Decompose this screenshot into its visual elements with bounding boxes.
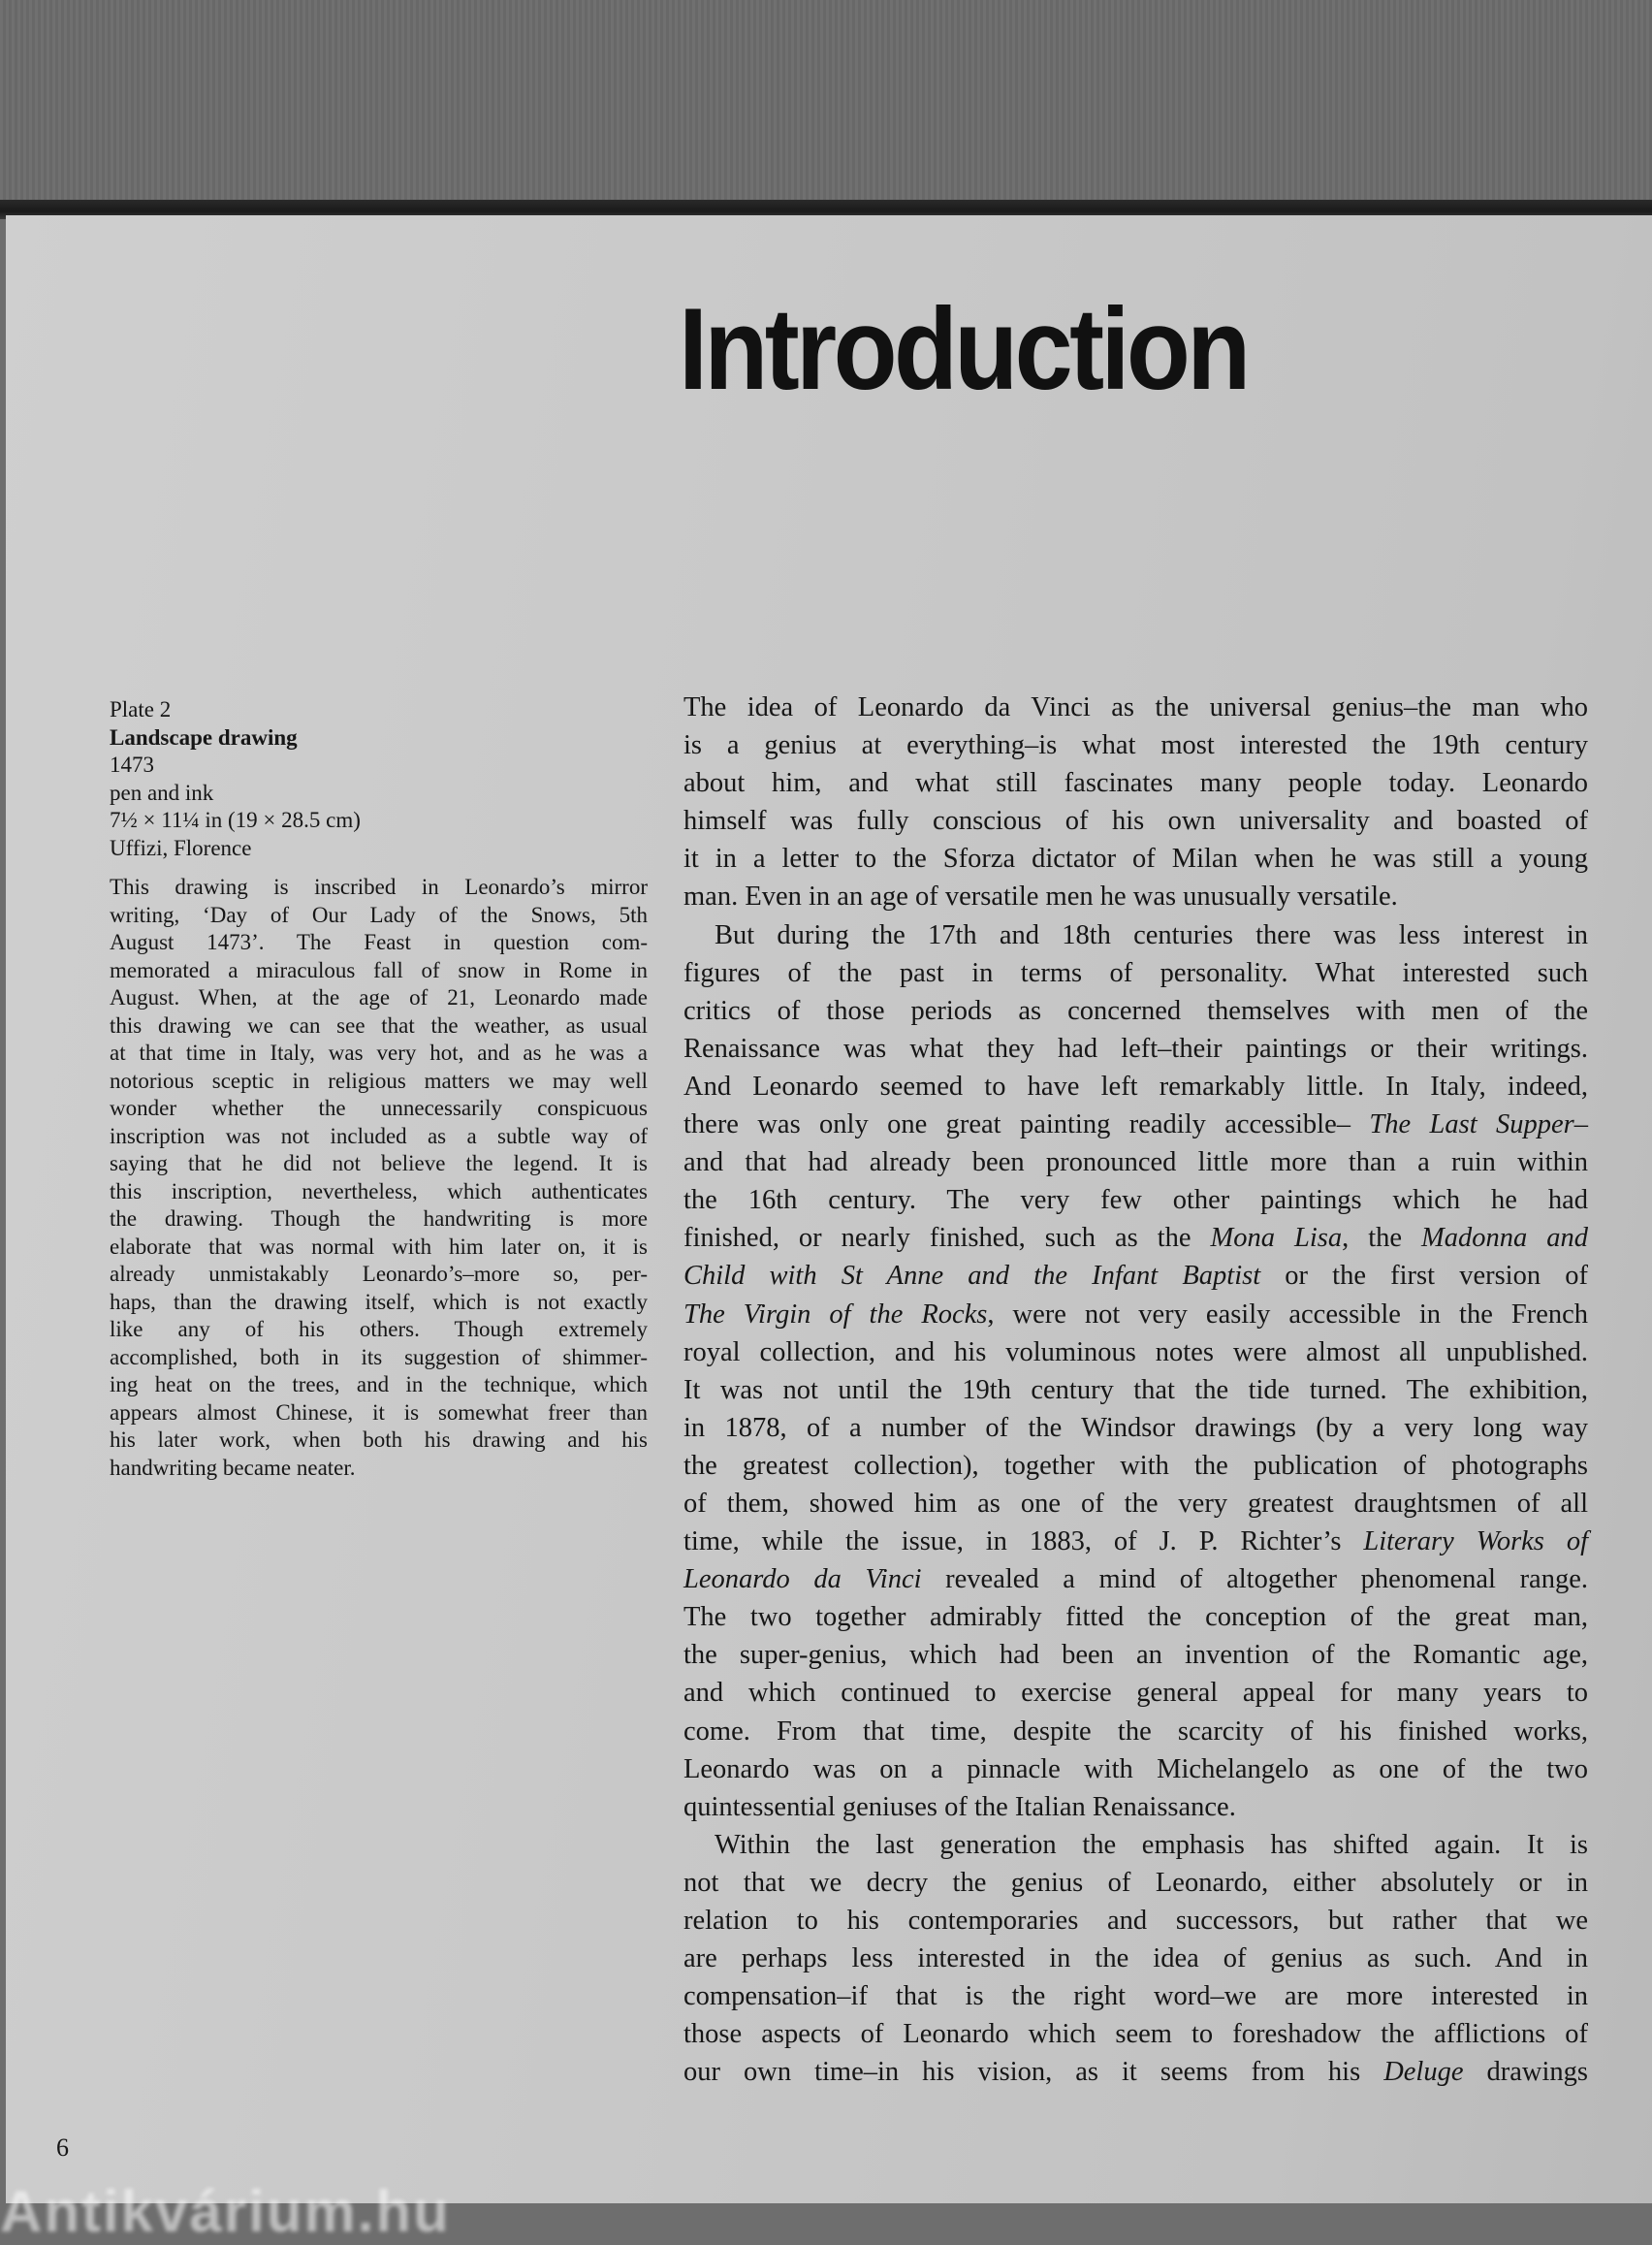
caption-line: his later work, when both his drawing and his: [110, 1427, 648, 1452]
text-segment: there was only one great painting readily accessible–: [683, 1109, 1370, 1140]
text-segment: those aspects of Leonardo which seem to foreshadow the afflictions of: [683, 2019, 1588, 2050]
italic-title: Child with St Anne and the Infant Baptist: [683, 1261, 1261, 1292]
caption-line: saying that he did not believe the legend. It is: [110, 1151, 648, 1175]
text-line: [683, 1333, 1588, 1371]
text-segment: in 1878, of a number of the Windsor drawings (by a very long way: [683, 1412, 1588, 1443]
artwork-medium: pen and ink: [110, 780, 214, 805]
text-segment: himself was fully conscious of his own universality and boasted of: [683, 806, 1588, 837]
text-line: [683, 1409, 1588, 1447]
introduction-body-text: [683, 689, 1588, 2091]
text-segment: it in a letter to the Sforza dictator of Milan when he was still a young: [683, 844, 1588, 875]
text-line: [683, 1219, 1588, 1257]
text-segment: quintessential geniuses of the Italian Renaissance.: [683, 1791, 1236, 1822]
text-segment: royal collection, and his voluminous notes were almost all unpublished.: [683, 1336, 1588, 1367]
text-segment: and which continued to exercise general appeal for many years to: [683, 1678, 1588, 1709]
text-segment: –: [1573, 1109, 1588, 1140]
text-segment: compensation–if that is the right word–we are more interested in: [683, 1981, 1588, 2012]
paragraph: [683, 1826, 1588, 2092]
text-segment: is a genius at everything–is what most interested the 19th century: [683, 730, 1588, 761]
text-segment: come. From that time, despite the scarcity of his finished works,: [683, 1716, 1588, 1747]
text-segment: are perhaps less interested in the idea of genius as such. And in: [683, 1943, 1588, 1974]
artwork-title: Landscape drawing: [110, 724, 298, 750]
text-segment: , were not very easily accessible in the French: [987, 1299, 1588, 1330]
italic-title: Mona Lisa: [1210, 1223, 1343, 1254]
caption-line: August. When, at the age of 21, Leonardo made: [110, 985, 648, 1010]
text-line: [683, 2053, 1588, 2091]
page-title: Introduction: [679, 284, 1248, 414]
caption-body: [110, 874, 648, 1482]
caption-line: August 1473’. The Feast in question com-: [110, 930, 648, 954]
text-line: [683, 689, 1588, 726]
text-segment: drawings: [1463, 2057, 1589, 2088]
text-line: [683, 1181, 1588, 1219]
italic-title: The Last Supper: [1369, 1109, 1574, 1140]
text-line: [683, 1560, 1588, 1598]
text-line: [683, 1030, 1588, 1068]
italic-title: Leonardo da Vinci: [683, 1564, 922, 1595]
text-segment: Within the last generation the emphasis has shifted again. It is: [715, 1829, 1588, 1860]
italic-title: The Virgin of the Rocks: [683, 1299, 988, 1330]
text-line: [683, 1257, 1588, 1295]
text-line: [683, 1636, 1588, 1674]
caption-line: notorious sceptic in religious matters we may well: [110, 1068, 648, 1093]
text-segment: man. Even in an age of versatile men he was unusually versatile.: [683, 882, 1398, 913]
text-segment: figures of the past in terms of personality. What interested such: [683, 957, 1588, 988]
text-line: [683, 1068, 1588, 1106]
caption-line: at that time in Italy, was very hot, and as he was a: [110, 1041, 648, 1065]
artwork-dimensions: 7½ × 11¼ in (19 × 28.5 cm): [110, 808, 361, 832]
caption-header: [110, 696, 648, 862]
text-segment: the 16th century. The very few other paintings which he had: [683, 1185, 1588, 1216]
text-segment: finished, or nearly finished, such as the: [683, 1223, 1211, 1254]
text-line: [683, 1940, 1588, 1977]
text-line: [683, 1750, 1588, 1788]
text-segment: of them, showed him as one of the very greatest draughtsmen of all: [683, 1488, 1588, 1519]
italic-title: Deluge: [1383, 2057, 1464, 2088]
text-segment: about him, and what still fascinates many people today. Leonardo: [683, 768, 1588, 799]
caption-line: writing, ‘Day of Our Lady of the Snows, 5th: [110, 902, 648, 927]
italic-title: Madonna and: [1421, 1223, 1588, 1254]
text-line: [683, 878, 1588, 915]
text-line: [683, 1674, 1588, 1712]
caption-line: like any of his others. Though extremely: [110, 1317, 648, 1341]
text-segment: And Leonardo seemed to have left remarkably little. In Italy, indeed,: [683, 1071, 1588, 1102]
caption-line: this inscription, nevertheless, which authenticates: [110, 1178, 648, 1203]
text-segment: The idea of Leonardo da Vinci as the universal genius–the man who: [683, 692, 1588, 722]
italic-title: Literary Works of: [1363, 1526, 1588, 1557]
text-line: [683, 1106, 1588, 1143]
text-segment: It was not until the 19th century that the tide turned. The exhibition,: [683, 1374, 1588, 1405]
text-line: [683, 1143, 1588, 1181]
text-line: [683, 840, 1588, 878]
caption-line: elaborate that was normal with him later on, it is: [110, 1234, 648, 1259]
text-segment: the greatest collection), together with the publication of photographs: [683, 1450, 1588, 1481]
text-line: [683, 1788, 1588, 1826]
caption-line: haps, than the drawing itself, which is not exactly: [110, 1289, 648, 1314]
text-segment: the super-genius, which had been an invention of the Romantic age,: [683, 1640, 1588, 1671]
caption-line: This drawing is inscribed in Leonardo’s mirror: [110, 875, 648, 899]
text-segment: Leonardo was on a pinnacle with Michelangelo as one of the two: [683, 1753, 1588, 1784]
text-segment: The two together admirably fitted the conception of the great man,: [683, 1602, 1588, 1633]
plate-number: Plate 2: [110, 697, 172, 722]
text-line: [683, 1598, 1588, 1636]
text-line: [683, 1485, 1588, 1523]
text-line: [683, 802, 1588, 840]
text-line: [683, 1713, 1588, 1750]
text-segment: relation to his contemporaries and successors, but rather that we: [683, 1906, 1588, 1936]
caption-line: memorated a miraculous fall of snow in Rome in: [110, 957, 648, 982]
text-line: [683, 1371, 1588, 1409]
text-segment: or the first version of: [1260, 1261, 1588, 1292]
caption-line: ing heat on the trees, and in the technique, which: [110, 1372, 648, 1396]
text-segment: and that had already been pronounced little more than a ruin within: [683, 1147, 1588, 1178]
text-line: [683, 764, 1588, 802]
text-segment: revealed a mind of altogether phenomenal range.: [921, 1564, 1588, 1595]
caption-line: appears almost Chinese, it is somewhat freer than: [110, 1399, 648, 1425]
caption-line: this drawing we can see that the weather, as usual: [110, 1012, 648, 1038]
caption-line: the drawing. Though the handwriting is more: [110, 1206, 648, 1231]
plate-caption: [110, 696, 648, 1482]
text-line: [683, 1864, 1588, 1902]
text-line: [683, 992, 1588, 1030]
artwork-year: 1473: [110, 753, 154, 777]
watermark: Antikvárium.hu: [0, 2179, 451, 2244]
text-line: [683, 954, 1588, 992]
text-line: [683, 2015, 1588, 2053]
text-segment: time, while the issue, in 1883, of J. P. Richter’s: [683, 1526, 1364, 1557]
caption-line: handwriting became neater.: [110, 1455, 356, 1480]
text-line: [683, 1447, 1588, 1485]
text-line: [683, 916, 1588, 954]
paragraph: [683, 689, 1588, 916]
text-line: [683, 1296, 1588, 1333]
page-number: 6: [56, 2133, 69, 2162]
paragraph: [683, 916, 1588, 1826]
caption-line: accomplished, both in its suggestion of shimmer-: [110, 1344, 648, 1369]
text-segment: Renaissance was what they had left–their paintings or their writings.: [683, 1033, 1588, 1064]
text-line: [683, 1977, 1588, 2015]
text-segment: But during the 17th and 18th centuries there was less interest in: [715, 919, 1588, 950]
text-segment: our own time–in his vision, as it seems from his: [683, 2057, 1384, 2088]
text-segment: not that we decry the genius of Leonardo, either absolutely or in: [683, 1867, 1588, 1898]
text-line: [683, 1902, 1588, 1940]
background-surface: [0, 0, 1652, 208]
text-line: [683, 726, 1588, 764]
text-segment: , the: [1342, 1223, 1422, 1254]
artwork-location: Uffizi, Florence: [110, 835, 252, 860]
caption-line: inscription was not included as a subtle way of: [110, 1123, 648, 1148]
caption-line: already unmistakably Leonardo’s–more so, per-: [110, 1262, 648, 1286]
caption-line: wonder whether the unnecessarily conspicuous: [110, 1096, 648, 1120]
text-segment: critics of those periods as concerned themselves with men of the: [683, 995, 1588, 1026]
text-line: [683, 1826, 1588, 1864]
text-line: [683, 1523, 1588, 1560]
